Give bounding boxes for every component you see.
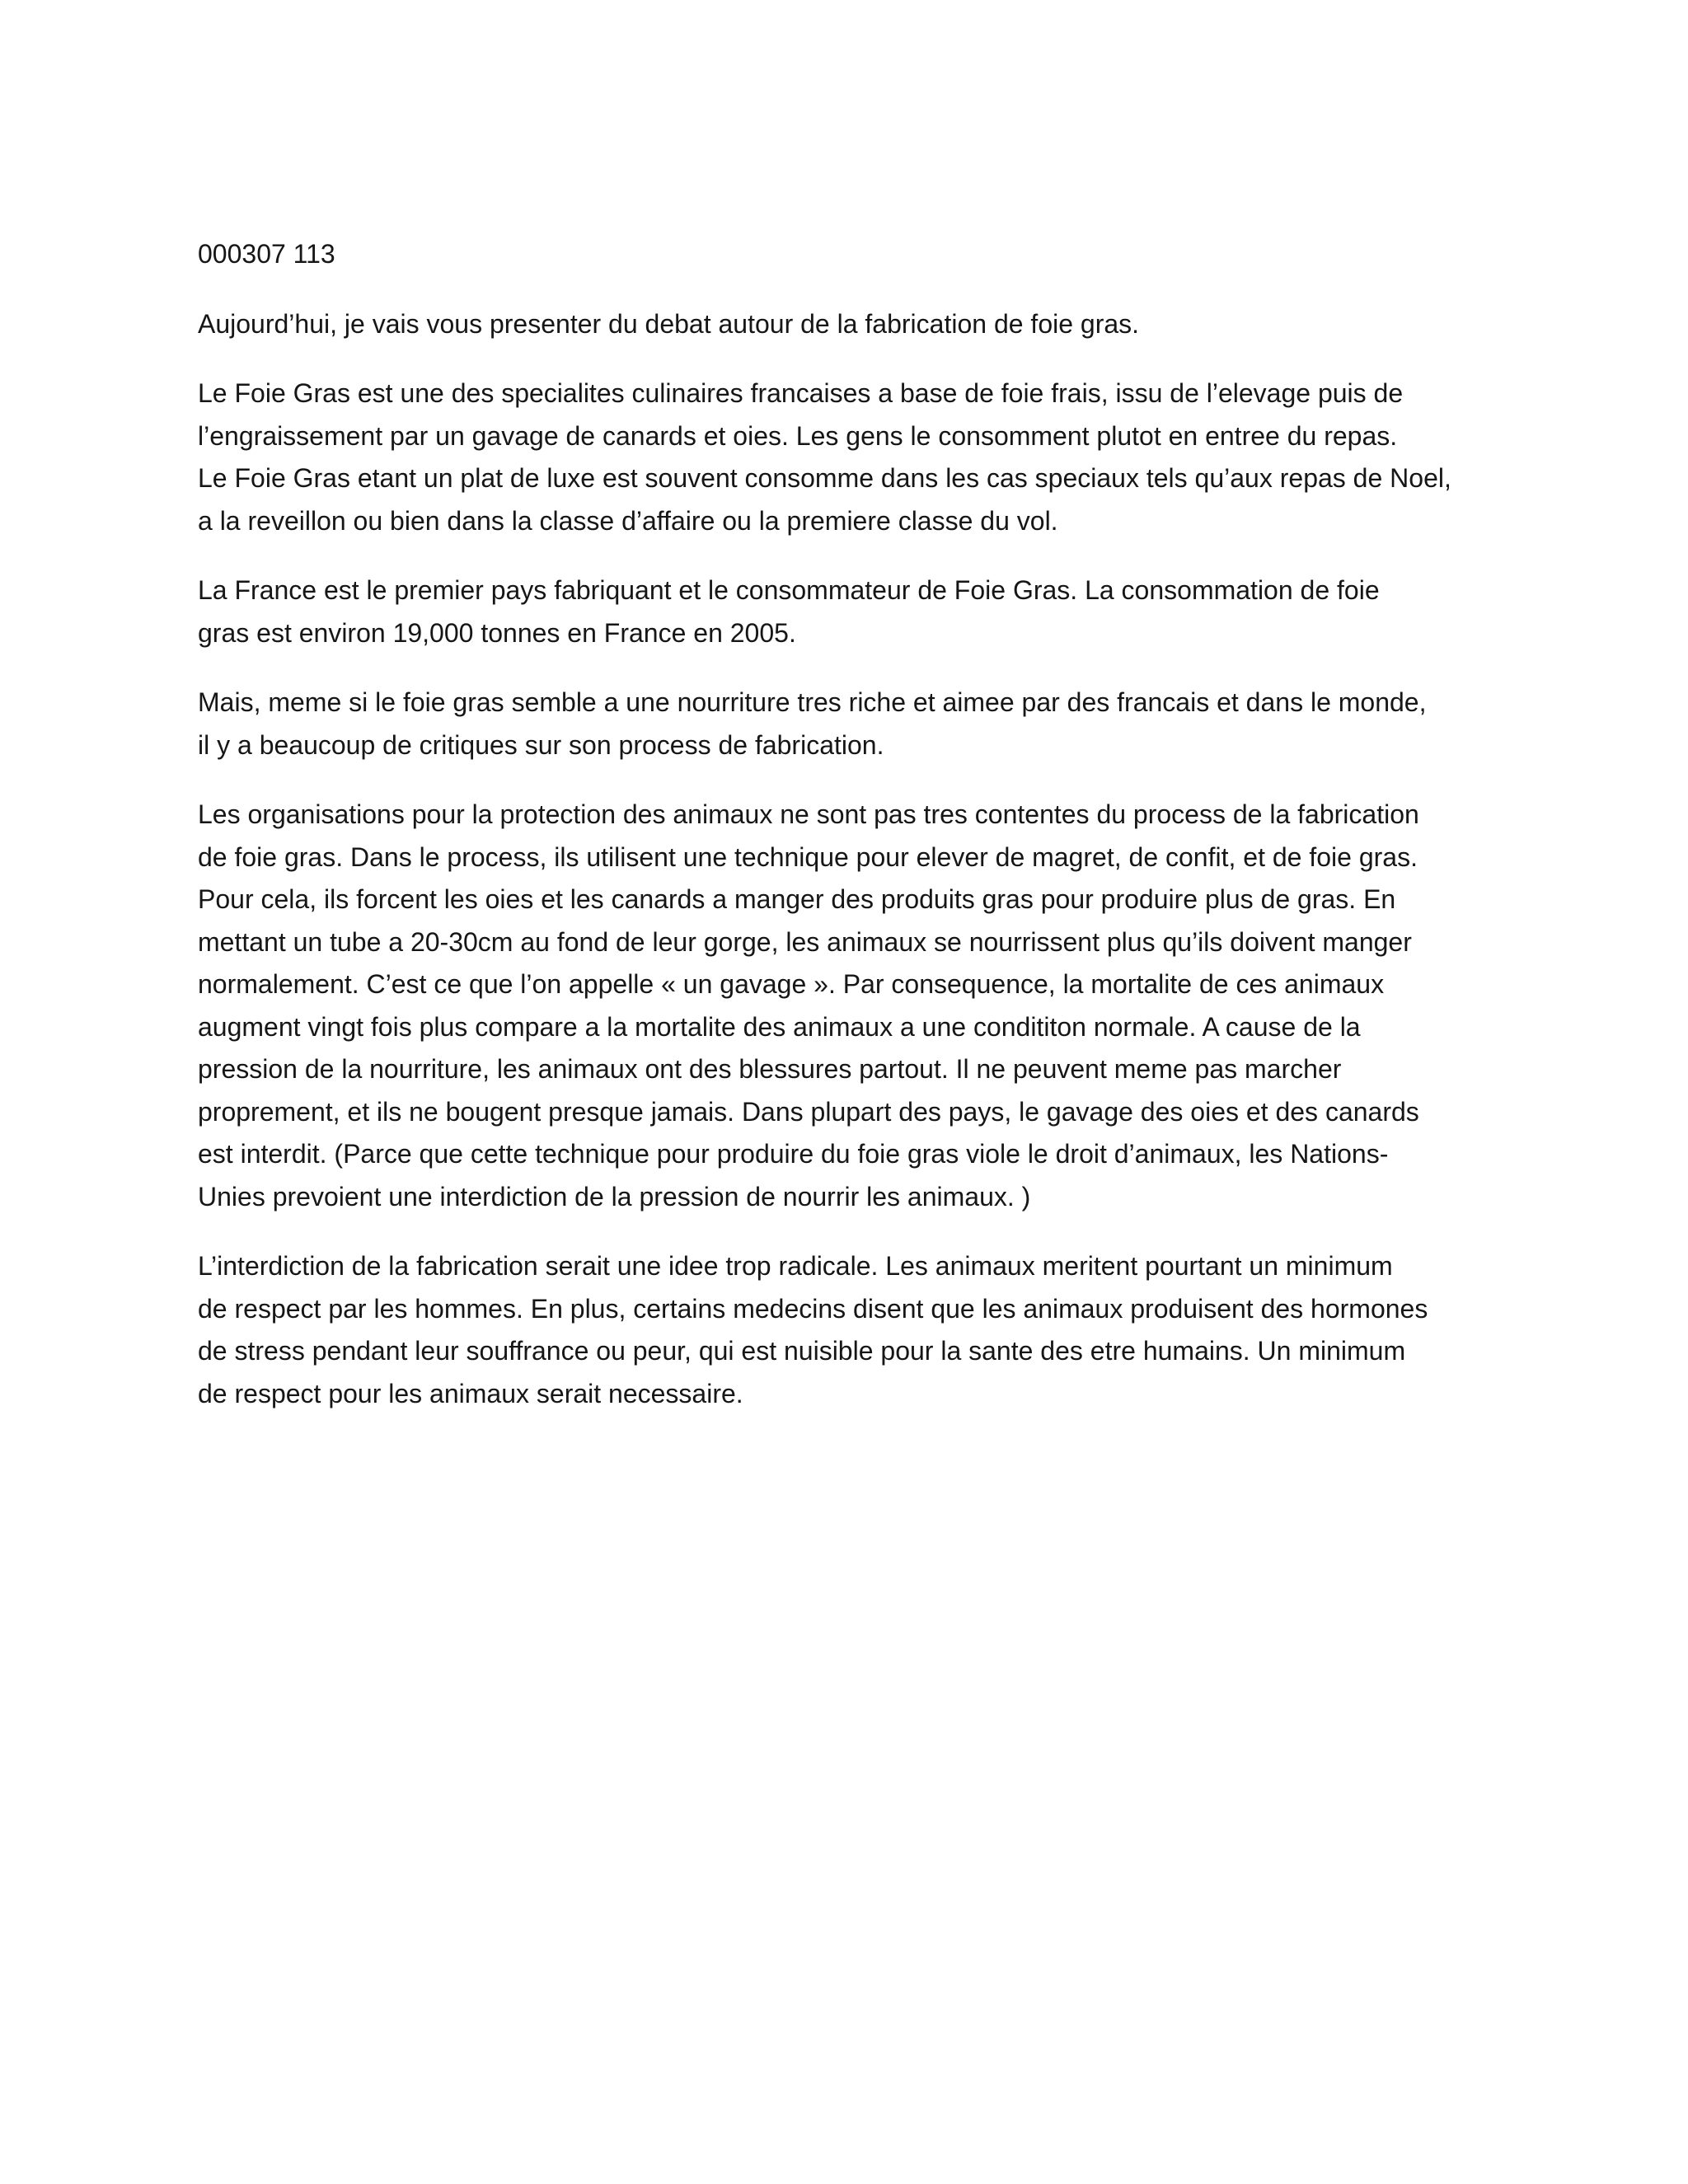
document-reference: 000307 113 [198, 239, 335, 269]
paragraph-intro: Aujourd’hui, je vais vous presenter du debat autour de la fabrication de foie gras. [198, 308, 1140, 339]
document-body [198, 233, 1508, 1442]
paragraph-production: La France est le premier pays fabriquant et le consommateur de Foie Gras. La consommation de foie gras est environ 19,000 tonnes en France en 2005. [198, 575, 1380, 648]
paragraph-definition: Le Foie Gras est une des specialites culinaires francaises a base de foie frais, issu de l’elevage puis de l’engraissement par un gavage de canards et oies. Les gens le consomment plutot en entree du repas. Le Foie Gras etant un plat de luxe est souvent consomme dans les cas speciaux tels qu’aux repas de Noel, a la reveillon ou bien dans la classe d’affaire ou la premiere classe du vol. [198, 378, 1451, 536]
paragraph-criticism: Mais, meme si le foie gras semble a une nourriture tres riche et aimee par des francais et dans le monde, il y a beaucoup de critiques sur son process de fabrication. [198, 687, 1427, 760]
paragraph-conclusion: L’interdiction de la fabrication serait une idee trop radicale. Les animaux meritent pourtant un minimum de respect par les hommes. En plus, certains medecins disent que les animaux produisent des hormones de stress pendant leur souffrance ou peur, qui est nuisible pour la sante des etre humains. Un minimum de respect pour les animaux serait necessaire. [198, 1251, 1428, 1408]
paragraph-animal-protection: Les organisations pour la protection des animaux ne sont pas tres contentes du process de la fabrication de foie gras. Dans le process, ils utilisent une technique pour elever de magret, de confit, et de foie gras. Pour cela, ils forcent les oies et les canards a manger des produits gras pour produire plus de gras. En mettant un tube a 20-30cm au fond de leur gorge, les animaux se nourrissent plus qu’ils doivent manger normalement. C’est ce que l’on appelle « un gavage ». Par consequence, la mortalite de ces animaux augment vingt fois plus compare a la mortalite des animaux a une condititon normale. A cause de la pression de la nourriture, les animaux ont des blessures partout. Il ne peuvent meme pas marcher proprement, et ils ne bougent presque jamais. Dans plupart des pays, le gavage des oies et des canards est interdit. (Parce que cette technique pour produire du foie gras viole le droit d’animaux, les Nations- Unies prevoient une interdiction de la pression de nourrir les animaux. ) [198, 799, 1419, 1212]
